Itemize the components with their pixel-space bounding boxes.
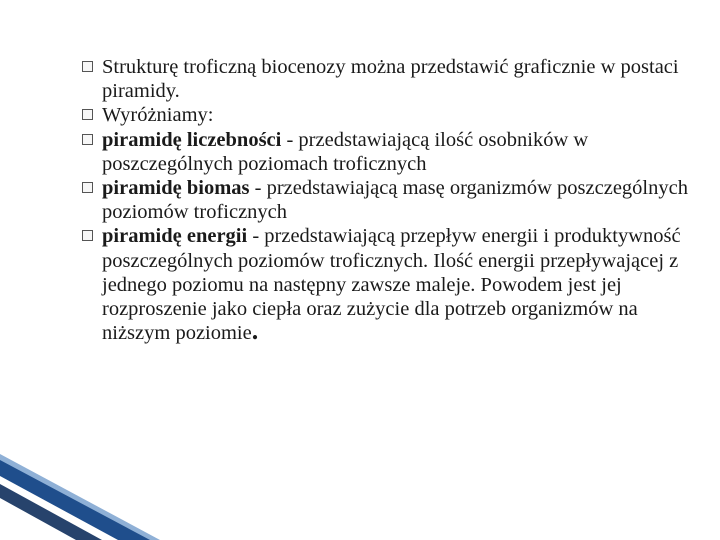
square-bullet-icon [82, 109, 93, 120]
bullet-term: piramidę biomas [102, 177, 250, 200]
corner-decoration [0, 454, 160, 540]
bullet-term: piramidę liczebności [102, 128, 282, 151]
bullet-item [82, 176, 702, 224]
bullet-item [82, 128, 702, 176]
bullet-text: - przedstawiającą masę organizmów poszczególnych poziomów troficznych [102, 177, 688, 224]
bullet-item [82, 224, 702, 345]
square-bullet-icon [82, 182, 93, 193]
square-bullet-icon [82, 134, 93, 145]
bullet-text: - przedstawiającą ilość osobników w poszczególnych poziomach troficznych [102, 128, 589, 175]
bullet-text: - przedstawiającą przepływ energii i produktywność poszczególnych poziomów troficznych. Ilość energii przepływającej z jednego poziomu na następny zawsze maleje. Powodem jest jej rozproszenie jako ciepła oraz zużycie dla potrzeb organizmów na niższym poziomie [102, 225, 681, 345]
bullet-text: Wyróżniamy: [102, 104, 214, 127]
bullet-item [82, 55, 702, 103]
bullet-item [82, 103, 702, 127]
square-bullet-icon [82, 61, 93, 72]
bullet-text: Strukturę troficzną biocenozy można przedstawić graficznie w postaci piramidy. [102, 56, 679, 103]
bullet-term: piramidę energii [102, 225, 248, 248]
slide-content [82, 55, 702, 345]
square-bullet-icon [82, 230, 93, 241]
ending-period: . [251, 316, 259, 346]
